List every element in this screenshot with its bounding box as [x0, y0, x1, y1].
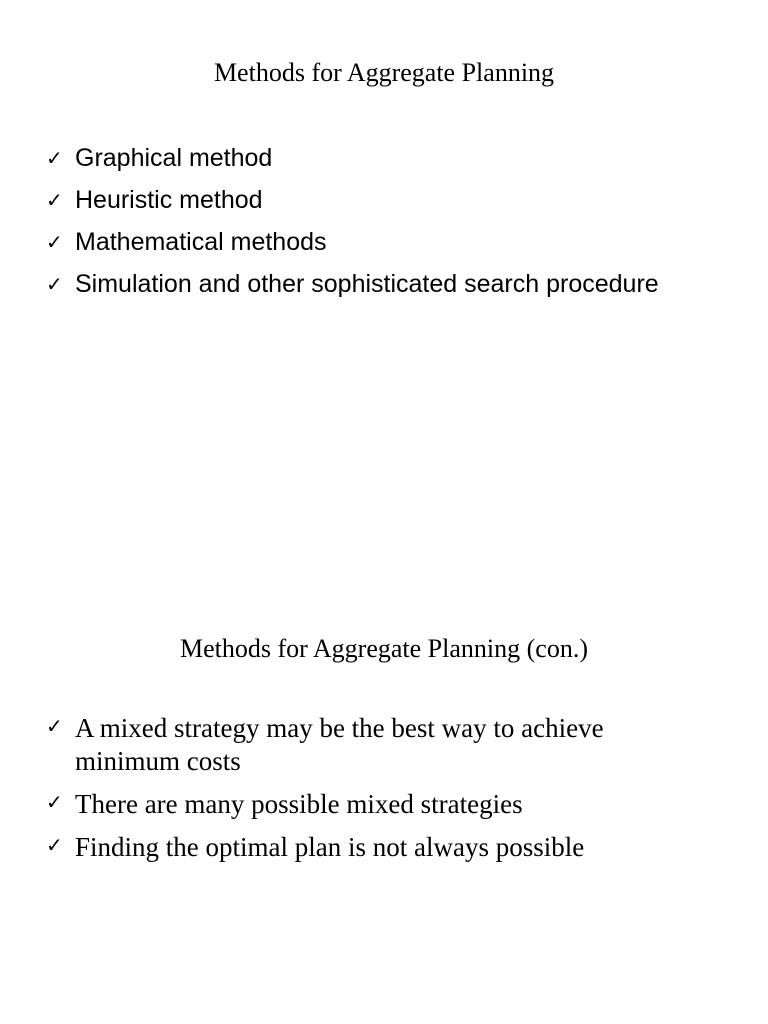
bullet-item: [46, 140, 666, 176]
bullet-text: Mathematical methods: [75, 228, 327, 256]
checkmark-icon: ✓: [46, 188, 63, 212]
checkmark-icon: ✓: [46, 230, 63, 254]
bullet-item: [46, 712, 686, 778]
slide-1-title: Methods for Aggregate Planning: [213, 58, 555, 87]
checkmark-icon: ✓: [46, 146, 63, 170]
bullet-text: Graphical method: [75, 144, 273, 172]
bullet-text: There are many possible mixed strategies: [75, 789, 523, 819]
checkmark-icon: ✓: [46, 714, 63, 738]
bullet-text: Simulation and other sophisticated search procedure: [75, 270, 659, 298]
bullet-item: [46, 831, 686, 864]
bullet-text: A mixed strategy may be the best way to achieve minimum costs: [75, 713, 604, 776]
slide-1-bullet-list: [46, 140, 666, 308]
bullet-text: Finding the optimal plan is not always possible: [75, 832, 585, 862]
checkmark-icon: ✓: [46, 272, 63, 296]
bullet-item: [46, 224, 666, 260]
bullet-item: [46, 182, 666, 218]
checkmark-icon: ✓: [46, 833, 63, 857]
bullet-item: [46, 266, 666, 302]
slide-2-bullet-list: [46, 712, 686, 874]
slide-2: [0, 512, 768, 1024]
slide-2-title: Methods for Aggregate Planning (con.): [180, 634, 588, 663]
checkmark-icon: ✓: [46, 790, 63, 814]
bullet-item: [46, 788, 686, 821]
bullet-text: Heuristic method: [75, 186, 263, 214]
